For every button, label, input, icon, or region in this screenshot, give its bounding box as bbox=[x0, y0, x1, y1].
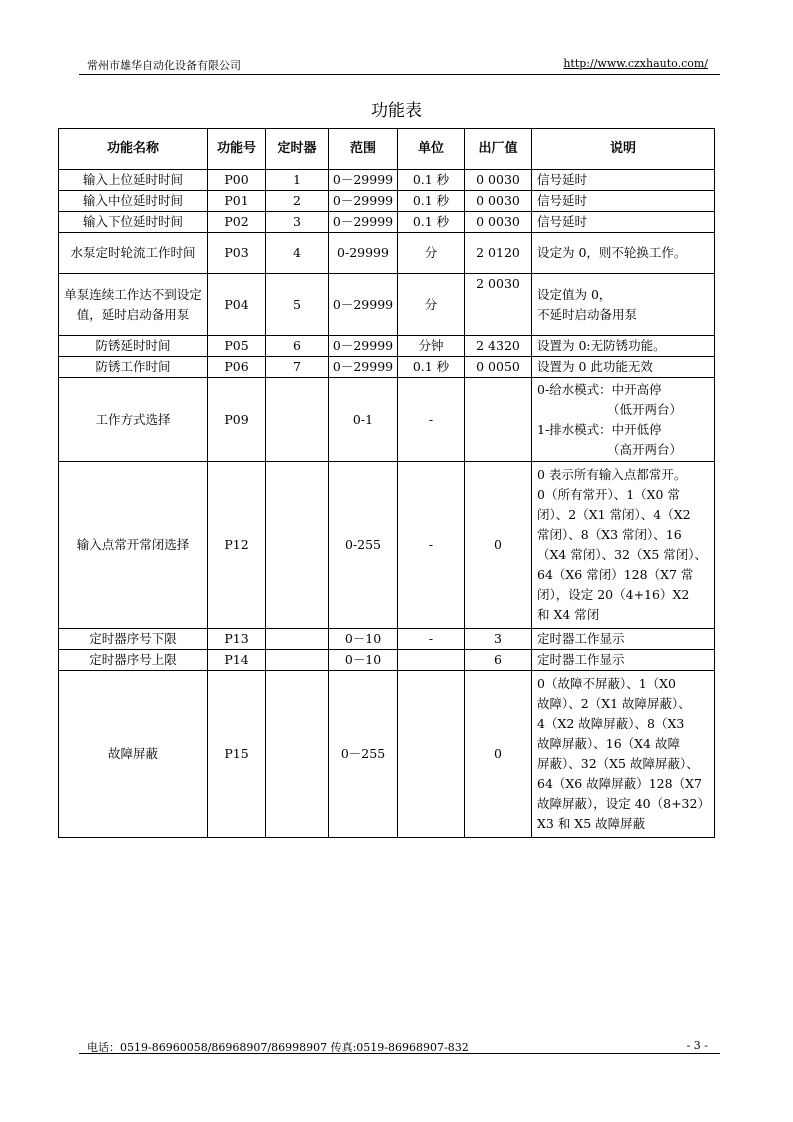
cell-unit: 0.1 秒 bbox=[398, 212, 465, 233]
description-line: （高开两台） bbox=[607, 441, 683, 457]
description-line: 不延时启动备用泵 bbox=[537, 306, 638, 322]
description-line: 设定值为 0， bbox=[537, 286, 612, 302]
description-line: 闭），设定 20（4+16）X2 bbox=[537, 587, 690, 602]
description-line: 0 表示所有输入点都常开。 bbox=[537, 467, 687, 482]
cell-function-name: 故障屏蔽 bbox=[59, 671, 208, 838]
column-header-range: 范围 bbox=[329, 129, 398, 170]
cell-timer: 7 bbox=[266, 357, 329, 378]
cell-default-value: 0 0030 bbox=[465, 212, 532, 233]
description-line: 定时器工作显示 bbox=[537, 631, 625, 646]
cell-range: 0－29999 bbox=[329, 357, 398, 378]
cell-default-value: 3 bbox=[465, 629, 532, 650]
cell-default-value: 0 0030 bbox=[465, 170, 532, 191]
description-line: 0（所有常开）、1（X0 常 bbox=[537, 487, 680, 502]
cell-function-code: P03 bbox=[208, 233, 266, 274]
description-line: 1-排水模式：中开低停 bbox=[537, 421, 662, 437]
function-table bbox=[58, 128, 715, 838]
page-footer bbox=[79, 1039, 720, 1054]
column-header-code: 功能号 bbox=[208, 129, 266, 170]
cell-unit: 0.1 秒 bbox=[398, 191, 465, 212]
cell-function-name: 防锈工作时间 bbox=[59, 357, 208, 378]
cell-unit: 分 bbox=[398, 233, 465, 274]
cell-description bbox=[532, 336, 715, 357]
table-body bbox=[59, 170, 715, 838]
description-line: 故障屏蔽），设定 40（8+32） bbox=[537, 796, 710, 811]
cell-description bbox=[532, 274, 715, 336]
cell-range: 0-255 bbox=[329, 462, 398, 629]
cell-function-name: 输入中位延时时间 bbox=[59, 191, 208, 212]
cell-function-name: 输入点常开常闭选择 bbox=[59, 462, 208, 629]
table-header-row bbox=[59, 129, 715, 170]
cell-default-value bbox=[465, 378, 532, 462]
cell-timer: 5 bbox=[266, 274, 329, 336]
cell-range: 0－29999 bbox=[329, 191, 398, 212]
cell-function-name: 单泵连续工作达不到设定值，延时启动备用泵 bbox=[59, 274, 208, 336]
cell-function-code: P09 bbox=[208, 378, 266, 462]
table-row bbox=[59, 212, 715, 233]
table-row bbox=[59, 671, 715, 838]
page-number: - 3 - bbox=[686, 1039, 708, 1052]
description-line: 信号延时 bbox=[537, 172, 588, 187]
cell-function-code: P05 bbox=[208, 336, 266, 357]
cell-unit: 分 bbox=[398, 274, 465, 336]
cell-unit: 分钟 bbox=[398, 336, 465, 357]
cell-description bbox=[532, 191, 715, 212]
cell-description bbox=[532, 671, 715, 838]
cell-timer: 6 bbox=[266, 336, 329, 357]
table-row bbox=[59, 629, 715, 650]
cell-range: 0－255 bbox=[329, 671, 398, 838]
cell-unit: - bbox=[398, 378, 465, 462]
company-name: 常州市雄华自动化设备有限公司 bbox=[87, 59, 241, 72]
table-row bbox=[59, 357, 715, 378]
description-line: 0-给水模式：中开高停 bbox=[537, 381, 662, 397]
description-line: 故障屏蔽）、16（X4 故障 bbox=[537, 736, 680, 751]
cell-function-code: P01 bbox=[208, 191, 266, 212]
cell-function-code: P13 bbox=[208, 629, 266, 650]
description-line: 信号延时 bbox=[537, 193, 588, 208]
description-line: 4（X2 故障屏蔽）、8（X3 bbox=[537, 716, 685, 731]
cell-unit bbox=[398, 671, 465, 838]
column-header-unit: 单位 bbox=[398, 129, 465, 170]
cell-range: 0-29999 bbox=[329, 233, 398, 274]
description-line: 和 X4 常闭 bbox=[537, 607, 600, 622]
cell-default-value: 0 0050 bbox=[465, 357, 532, 378]
cell-default-value: 2 0120 bbox=[465, 233, 532, 274]
cell-description bbox=[532, 629, 715, 650]
cell-function-code: P14 bbox=[208, 650, 266, 671]
cell-timer bbox=[266, 671, 329, 838]
cell-function-code: P04 bbox=[208, 274, 266, 336]
cell-function-name: 输入上位延时时间 bbox=[59, 170, 208, 191]
table-row bbox=[59, 233, 715, 274]
cell-timer: 2 bbox=[266, 191, 329, 212]
cell-range: 0－29999 bbox=[329, 336, 398, 357]
cell-description bbox=[532, 357, 715, 378]
cell-function-name: 定时器序号上限 bbox=[59, 650, 208, 671]
cell-unit: - bbox=[398, 462, 465, 629]
cell-function-code: P06 bbox=[208, 357, 266, 378]
description-line: 定时器工作显示 bbox=[537, 652, 625, 667]
description-line: X3 和 X5 故障屏蔽 bbox=[537, 816, 646, 831]
cell-description bbox=[532, 378, 715, 462]
table-row bbox=[59, 650, 715, 671]
cell-range: 0－29999 bbox=[329, 274, 398, 336]
page-title: 功能表 bbox=[371, 101, 422, 121]
cell-range: 0-1 bbox=[329, 378, 398, 462]
cell-function-code: P12 bbox=[208, 462, 266, 629]
cell-timer bbox=[266, 378, 329, 462]
cell-unit bbox=[398, 650, 465, 671]
cell-default-value: 0 bbox=[465, 462, 532, 629]
cell-timer bbox=[266, 650, 329, 671]
cell-range: 0－10 bbox=[329, 629, 398, 650]
description-line: 常闭）、8（X3 常闭）、16 bbox=[537, 527, 682, 542]
description-line: 故障）、2（X1 故障屏蔽）、 bbox=[537, 696, 691, 711]
cell-range: 0－10 bbox=[329, 650, 398, 671]
cell-timer: 1 bbox=[266, 170, 329, 191]
description-line: （X4 常闭）、32（X5 常闭）、 bbox=[537, 547, 708, 562]
cell-default-value: 0 0030 bbox=[465, 191, 532, 212]
table-row bbox=[59, 191, 715, 212]
cell-function-name: 水泵定时轮流工作时间 bbox=[59, 233, 208, 274]
cell-description bbox=[532, 233, 715, 274]
cell-function-name: 工作方式选择 bbox=[59, 378, 208, 462]
description-line: （低开两台） bbox=[607, 401, 683, 417]
description-line: 设定为 0，则不轮换工作。 bbox=[537, 245, 687, 260]
column-header-timer: 定时器 bbox=[266, 129, 329, 170]
cell-timer: 4 bbox=[266, 233, 329, 274]
cell-description bbox=[532, 462, 715, 629]
cell-function-name: 防锈延时时间 bbox=[59, 336, 208, 357]
cell-description bbox=[532, 650, 715, 671]
cell-unit: 0.1 秒 bbox=[398, 170, 465, 191]
table-row bbox=[59, 170, 715, 191]
cell-unit: - bbox=[398, 629, 465, 650]
cell-timer bbox=[266, 462, 329, 629]
contact-info: 电话：0519-86960058/86968907/86998907 传真:0519-86968907-832 bbox=[87, 1041, 469, 1054]
column-header-description: 说明 bbox=[532, 129, 715, 170]
description-line: 0（故障不屏蔽）、1（X0 bbox=[537, 676, 677, 691]
cell-default-value: 0 bbox=[465, 671, 532, 838]
description-line: 设置为 0 此功能无效 bbox=[537, 359, 653, 374]
cell-function-name: 输入下位延时时间 bbox=[59, 212, 208, 233]
company-website-link[interactable]: http://www.czxhauto.com/ bbox=[563, 57, 708, 70]
description-line: 64（X6 故障屏蔽）128（X7 bbox=[537, 776, 702, 791]
cell-function-code: P15 bbox=[208, 671, 266, 838]
cell-default-value: 2 4320 bbox=[465, 336, 532, 357]
cell-timer bbox=[266, 629, 329, 650]
cell-function-name: 定时器序号下限 bbox=[59, 629, 208, 650]
cell-range: 0－29999 bbox=[329, 170, 398, 191]
table-row bbox=[59, 274, 715, 336]
cell-default-value: 2 0030 bbox=[465, 274, 532, 336]
description-line: 64（X6 常闭）128（X7 常 bbox=[537, 567, 694, 582]
cell-unit: 0.1 秒 bbox=[398, 357, 465, 378]
description-line: 闭）、2（X1 常闭）、4（X2 bbox=[537, 507, 691, 522]
page-header bbox=[79, 54, 720, 75]
column-header-default: 出厂值 bbox=[465, 129, 532, 170]
description-line: 设置为 0:无防锈功能。 bbox=[537, 338, 666, 353]
cell-function-code: P02 bbox=[208, 212, 266, 233]
description-line: 屏蔽）、32（X5 故障屏蔽）、 bbox=[537, 756, 699, 771]
cell-default-value: 6 bbox=[465, 650, 532, 671]
cell-range: 0－29999 bbox=[329, 212, 398, 233]
description-line: 信号延时 bbox=[537, 214, 588, 229]
column-header-name: 功能名称 bbox=[59, 129, 208, 170]
cell-description bbox=[532, 170, 715, 191]
table-row bbox=[59, 462, 715, 629]
cell-timer: 3 bbox=[266, 212, 329, 233]
table-row bbox=[59, 336, 715, 357]
cell-function-code: P00 bbox=[208, 170, 266, 191]
table-row bbox=[59, 378, 715, 462]
cell-description bbox=[532, 212, 715, 233]
